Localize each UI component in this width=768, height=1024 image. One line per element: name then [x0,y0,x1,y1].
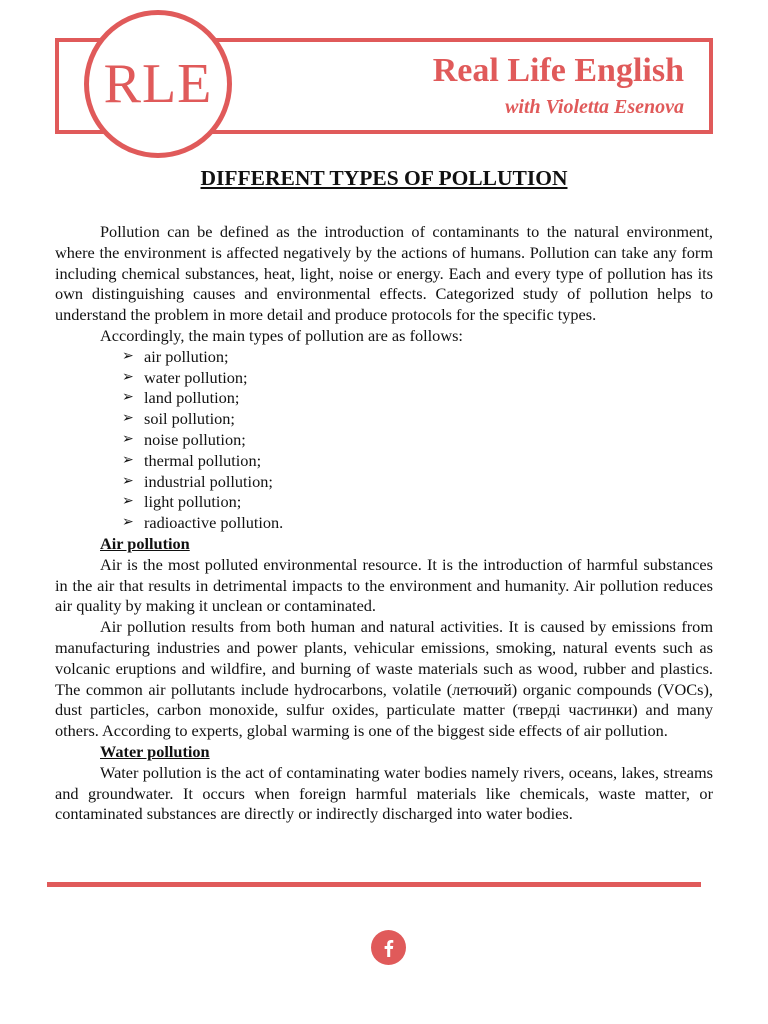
bullet-arrow-icon: ➢ [122,452,134,468]
bullet-arrow-icon: ➢ [122,431,134,447]
bullet-arrow-icon: ➢ [122,369,134,385]
list-item: ➢ light pollution; [122,492,242,512]
facebook-f-glyph [379,938,399,958]
list-item: ➢ thermal pollution; [122,450,262,470]
pollution-types-list [122,347,713,534]
intro-paragraph: Pollution can be defined as the introduction of contaminants to the natural environment, where the environment is affected negatively by the actions of humans. Pollution can take any form including chemical substances, heat, light, noise or energy. Each and every type of pollution has its own distinguishing causes and environmental effects. Categorized study of pollution helps to understand the problem in more detail and produce protocols for the specific types. [55,222,713,325]
facebook-icon[interactable] [371,930,406,965]
document-body [55,164,713,825]
air-paragraph-2: Air pollution results from both human and natural activities. It is caused by emissions from manufacturing industries and power plants, vehicular emissions, smoking, natural events such as volcanic eruptions and wildfire, and burning of waste materials such as wood, rubber and plastics. The common air pollutants include hydrocarbons, volatile (летючий) organic compounds (VOCs), dust particles, carbon monoxide, sulfur oxides, particulate matter (тверді частинки) and many others. According to experts, global warming is one of the biggest side effects of air pollution. [55,617,713,741]
water-paragraph-1: Water pollution is the act of contaminating water bodies namely rivers, oceans, lakes, streams and groundwater. It occurs when foreign harmful materials like chemicals, waste matter, or contaminated substances are directly or indirectly discharged into water bodies. [55,762,713,824]
page-title: DIFFERENT TYPES OF POLLUTION [200,166,568,190]
bullet-arrow-icon: ➢ [122,473,134,489]
footer-divider [47,882,701,887]
list-item: ➢ air pollution; [122,346,229,366]
logo-text: RLE [103,53,213,115]
air-paragraph-1: Air is the most polluted environmental resource. It is the introduction of harmful substances in the air that results in detrimental impacts to the environment and humanity. Air pollution reduces air quality by making it unclean or contaminated. [55,554,713,616]
water-pollution-heading: Water pollution [100,741,210,761]
list-item: ➢ soil pollution; [122,409,235,429]
brand-subtitle: with Violetta Esenova [505,96,684,118]
bullet-arrow-icon: ➢ [122,390,134,406]
air-pollution-heading: Air pollution [100,533,190,553]
list-intro: Accordingly, the main types of pollution are as follows: [100,325,463,345]
list-item: ➢ land pollution; [122,388,240,408]
list-item: ➢ industrial pollution; [122,471,273,491]
rle-logo [84,10,232,158]
bullet-arrow-icon: ➢ [122,515,134,531]
bullet-arrow-icon: ➢ [122,348,134,364]
list-item: ➢ noise pollution; [122,429,246,449]
list-item: ➢ water pollution; [122,367,248,387]
bullet-arrow-icon: ➢ [122,411,134,427]
bullet-arrow-icon: ➢ [122,494,134,510]
list-item: ➢ radioactive pollution. [122,513,284,533]
brand-title: Real Life English [432,52,684,89]
